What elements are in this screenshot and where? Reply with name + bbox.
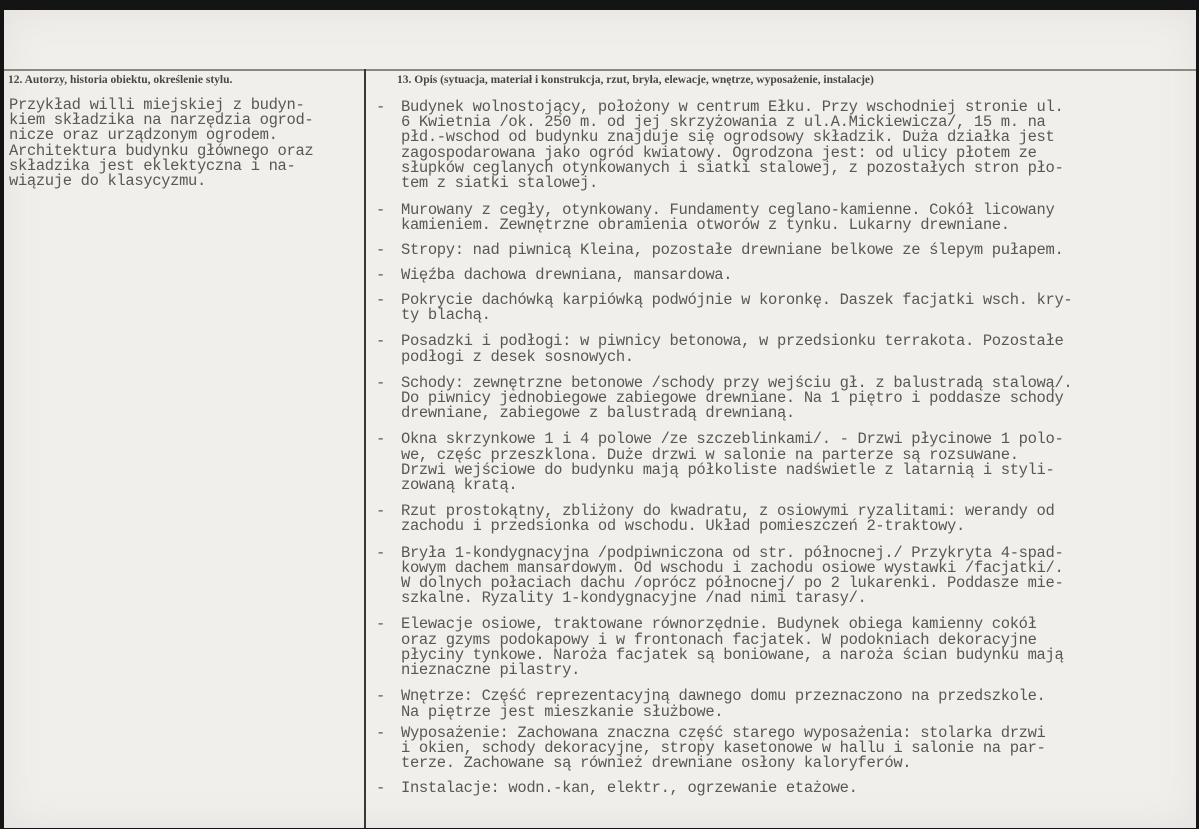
description-item (376, 373, 1176, 423)
bullet-dash: - (376, 240, 385, 259)
text-line: kowym dachem mansardowym. Od wschodu i zachodu osiowe wystawki /facjatki/. (401, 558, 1064, 577)
description-item (376, 781, 1176, 796)
horizontal-rule (4, 69, 1196, 71)
bullet-dash: - (376, 98, 385, 116)
text-line: drewniane, zabiegowe z balustradą drewnianą. (401, 404, 795, 423)
text-line: i okien, schody dekoracyjne, stropy kasetonowe w hallu i salonie na par- (401, 738, 1046, 757)
text-line: płd.-wschod od budynku znajduje się ogrodsowy składzik. Duża działka jest (401, 128, 1055, 147)
text-line: terze. Zachowane są również drewniane osłony kaloryferów. (401, 754, 912, 773)
text-line: Rzut prostokątny, zbliżony do kwadratu, z osiowymi ryzalitami: werandy od (401, 502, 1055, 521)
bullet-dash: - (376, 615, 385, 634)
text-line: 6 Kwietnia /ok. 250 m. od jej skrzyżowania z ul.A.Mickiewicza/, 15 m. na (401, 113, 1046, 132)
text-line: Bryła 1-kondygnacyjna /podpiwniczona od str. północnej./ Przykryta 4-spad- (401, 543, 1064, 562)
text-line: Posadzki i podłogi: w piwnicy betonowa, w przedsionku terrakota. Pozostałe (401, 332, 1064, 351)
text-line: wiązuje do klasycyzmu. (9, 172, 206, 191)
bullet-dash: - (376, 265, 385, 284)
text-line: kiem składzika na narzędzia ogrod- (9, 111, 314, 130)
description-item (376, 100, 1176, 191)
text-line: ty blachą. (401, 306, 491, 325)
bullet-dash: - (376, 687, 385, 706)
text-line: Elewacje osiowe, traktowane równorzędnie. Budynek obiega kamienny cokół (401, 615, 1037, 634)
text-line: Stropy: nad piwnicą Kleina, pozostałe drewniane belkowe ze ślepym pułapem. (401, 240, 1064, 259)
text-line: Pokrycie dachówką karpiówką podwójnie w koronkę. Daszek facjatki wsch. kry- (401, 291, 1073, 310)
bullet-dash: - (376, 723, 385, 742)
text-line: W dolnych połaciach dachu /oprócz północnej/ po 2 lukarenki. Poddasze mie- (401, 574, 1064, 593)
bullet-dash: - (376, 332, 385, 351)
bullet-dash: - (376, 201, 385, 220)
text-line: Wnętrze: Część reprezentacyjną dawnego domu przeznaczono na przedszkole. (401, 687, 1046, 706)
text-line: nieznaczne pilastry. (401, 661, 581, 680)
section-12-heading: 12. Autorzy, historia obiektu, określenie stylu. (8, 74, 233, 86)
text-line: Do piwnicy jednobiegowe zabiegowe drewniane. Na 1 piętro i poddasze schody (401, 389, 1064, 408)
section-12-text (9, 98, 313, 189)
description-item (376, 240, 1176, 259)
description-item (376, 432, 1176, 493)
text-line: we, częśc przeszklona. Duże drzwi w salonie na parterze są rozsuwane. (401, 445, 1019, 464)
description-item (376, 543, 1176, 608)
text-line: kamieniem. Zewnętrzne obramienia otworów z tynku. Lukarny drewniane. (401, 216, 1010, 235)
description-item (376, 293, 1176, 323)
bullet-dash: - (376, 291, 385, 310)
text-line: zagospodarowana jako ogród kwiatowy. Ogrodzona jest: od ulicy płotem ze (401, 143, 1037, 162)
bullet-dash: - (376, 373, 385, 392)
text-line: Więźba dachowa drewniana, mansardowa. (401, 265, 733, 284)
text-line: nicze oraz urządzonym ogrodem. (9, 126, 278, 145)
description-item (376, 203, 1176, 233)
text-line: Drzwi wejściowe do budynku mają półkoliste nadświetle z latarnią i styli- (401, 460, 1055, 479)
text-line: podłogi z desek sosnowych. (401, 347, 634, 366)
bullet-dash: - (376, 779, 385, 798)
description-item (376, 504, 1176, 534)
text-line: Instalacje: wodn.-kan, elektr., ogrzewanie etażowe. (401, 779, 858, 798)
section-13-text (376, 100, 1176, 797)
text-line: Budynek wolnostojący, położony w centrum Ełku. Przy wschodniej stronie ul. (401, 98, 1064, 116)
text-line: składzika jest eklektyczna i na- (9, 156, 296, 175)
column-divider (364, 69, 366, 828)
description-item (376, 265, 1176, 284)
text-line: Wyposażenie: Zachowana znaczna część starego wyposażenia: stolarka drzwi (401, 723, 1046, 742)
text-line: zachodu i przedsionka od wschodu. Układ pomieszczeń 2-traktowy. (401, 517, 965, 536)
text-line: słupków ceglanych otynkowanych i siatki stalowej, z pozostałych stron pło- (401, 158, 1064, 177)
text-line: Murowany z cegły, otynkowany. Fundamenty ceglano-kamienne. Cokół licowany (401, 201, 1055, 220)
text-line: Okna skrzynkowe 1 i 4 polowe /ze szczeblinkami/. - Drzwi płycinowe 1 polo- (401, 430, 1064, 449)
text-line: Architektura budynku głównego oraz (9, 141, 314, 160)
description-item (376, 617, 1176, 678)
text-line: Schody: zewnętrzne betonowe /schody przy wejściu gł. z balustradą stalową/. (401, 373, 1073, 392)
document-sheet (4, 10, 1196, 828)
description-item (376, 334, 1176, 364)
section-13-heading: 13. Opis (sytuacja, materiał i konstrukcja, rzut, bryła, elewacje, wnętrze, wyposażenie, instalacje) (397, 74, 874, 86)
text-line: płyciny tynkowe. Naroża facjatek są boniowane, a naroża ścian budynku mają (401, 645, 1064, 664)
description-item (376, 689, 1176, 719)
text-line: Na piętrze jest mieszkanie służbowe. (401, 702, 724, 721)
text-line: tem z siatki stalowej. (401, 174, 598, 193)
bullet-dash: - (376, 430, 385, 449)
description-item (376, 723, 1176, 773)
text-line: zowaną kratą. (401, 476, 518, 495)
text-line: oraz gzyms podokapowy i w frontonach facjatek. W podokniach dekoracyjne (401, 630, 1037, 649)
bullet-dash: - (376, 502, 385, 521)
bullet-dash: - (376, 543, 385, 562)
text-line: szkalne. Ryzality 1-kondygnacyjne /nad nimi tarasy/. (401, 589, 867, 608)
text-line: Przykład willi miejskiej z budyn- (9, 96, 305, 114)
